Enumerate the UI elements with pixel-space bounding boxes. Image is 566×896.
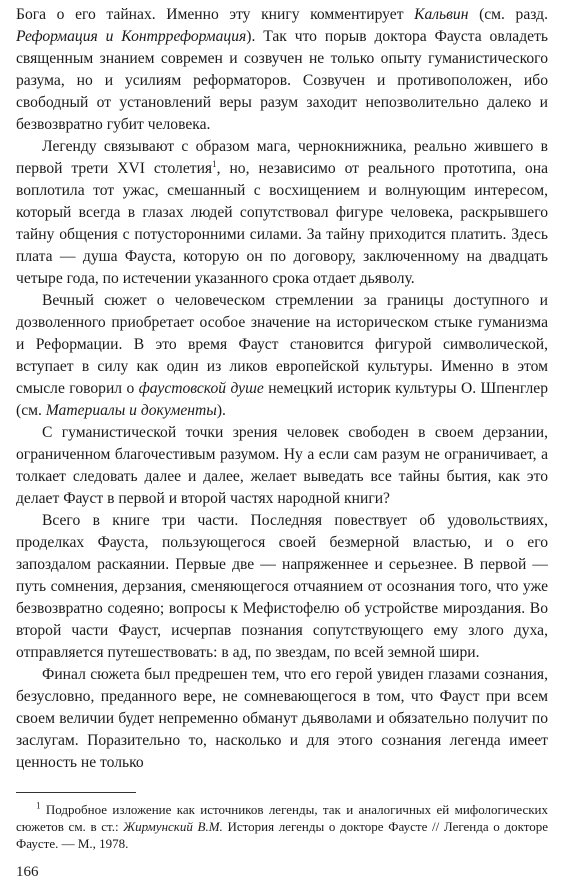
text-run: Бога о его тайнах. Именно эту книгу комментирует xyxy=(16,6,415,23)
paragraph-1 xyxy=(16,4,548,136)
footnote-marker: 1 xyxy=(212,158,217,169)
paragraph-2 xyxy=(16,136,548,290)
text-run: История легенды о докторе Фаусте // Легенда о докторе Фаусте. — М., 1978. xyxy=(16,819,548,851)
text-run: Легенду связывают с образом мага, чернокнижника, реально жившего в первой трети XVI столетия xyxy=(16,138,548,177)
paragraph-6 xyxy=(16,664,548,774)
text-run: Подробное изложение как источников легенды, так и аналогичных ей мифологических сюжетов см. в ст.: xyxy=(16,802,548,834)
text-run: (см. разд. xyxy=(468,6,548,23)
text-run: Всего в книге три части. Последняя повествует об удовольствиях, проделках Фауста, пользующегося своей безмерной властью, и о его запоздалом раскаянии. Первые две — напряженнее и серьезнее. В первой — путь сомнения, дерзания, сменяющегося отчаянием от осознания того, что уже безвозвратно содеяно; вопросы к Мефистофелю об устройстве мироздания. Во второй части Фауст, исчерпав познания сопутствующего ему злого духа, отправляется путешествовать: в ад, по звездам, по всей земной шири. xyxy=(16,512,548,661)
italic-text: Жирмунский В.М. xyxy=(123,819,223,834)
footnote xyxy=(16,801,548,852)
text-run: , но, независимо от реального прототипа, она воплотила тот ужас, смешанный с восхищением и волнующим интересом, который всегда в глазах людей сопутствовал фигуре человека, раскрывшего тайну общения с потусторонними силами. За тайну приходится платить. Здесь плата — душа Фауста, которую он по договору, заключенному на двадцать четыре года, по истечении указанного срока отдает дьяволу. xyxy=(16,160,548,287)
paragraph-4 xyxy=(16,422,548,510)
italic-text: фаустовской душе xyxy=(138,380,264,397)
italic-text: Реформация и Контрреформация xyxy=(16,28,247,45)
footnote-marker: 1 xyxy=(36,800,41,811)
text-run: С гуманистической точки зрения человек свободен в своем дерзании, ограниченном благочестивым разумом. Ну а если сам разум не ограничивает, а толкает следовать далее и далее, желает выведать все тайны бытия, как это делает Фауст в первой и второй частях народной книги? xyxy=(16,424,548,507)
text-run: ). xyxy=(216,402,226,419)
text-run: немецкий историк культуры О. Шпенглер (см. xyxy=(16,380,548,419)
text-run: ). Так что порыв доктора Фауста овладеть священным знанием современ и созвучен не только опыту гуманистического разума, но и усилиям реформаторов. Созвучен и противоположен, ибо свободный от установлений веры разум заходит непозволительно далеко и безвозвратно губит человека. xyxy=(16,28,548,133)
italic-text: Кальвин xyxy=(414,6,469,23)
footnote-divider xyxy=(16,792,136,793)
paragraph-3 xyxy=(16,290,548,422)
paragraph-5 xyxy=(16,510,548,664)
main-text xyxy=(16,4,548,774)
italic-text: Материалы и документы xyxy=(45,402,217,419)
text-run: Финал сюжета был предрешен тем, что его герой увиден глазами сознания, безусловно, преданного вере, не сомневающегося в том, что Фауст при всем своем величии будет непременно обманут дьяволами и обязательно получит по заслугам. Поразительно то, насколько и для этого сознания легенда имеет ценность не только xyxy=(16,666,548,771)
text-run: Вечный сюжет о человеческом стремлении за границы доступного и дозволенного приобретает особое значение на историческом стыке гуманизма и Реформации. В это время Фауст становится фигурой символической, вступает в силу как один из ликов европейской культуры. Именно в этом смысле говорил о xyxy=(16,292,548,397)
page-number: 166 xyxy=(16,864,39,880)
